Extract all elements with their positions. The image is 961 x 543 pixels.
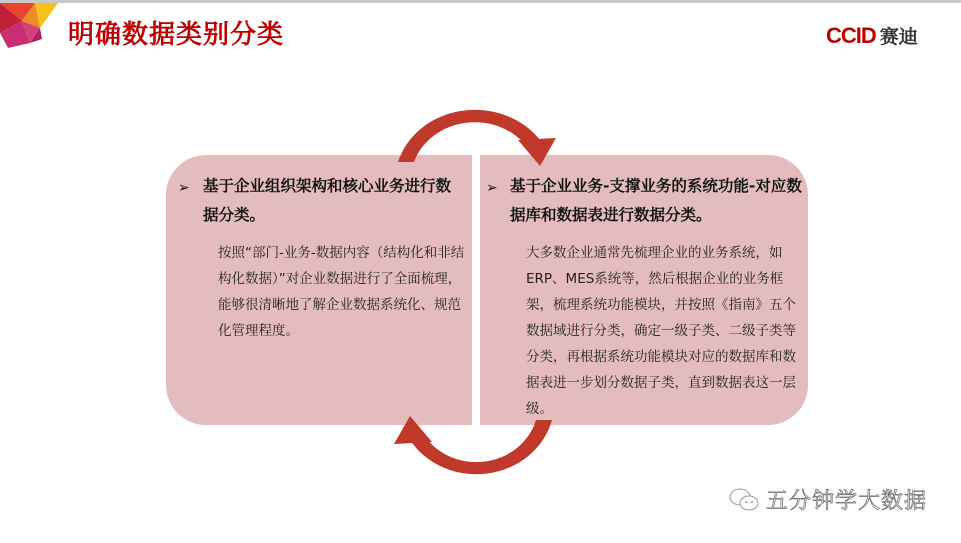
brand-logo-cn: 赛迪 xyxy=(879,26,918,48)
watermark-text: 五分钟学大数据 xyxy=(766,489,928,514)
left-panel-body: 按照“部门-业务-数据内容（结构化和非结构化数据）”对企业数据进行了全面梳理，能够很清晰地了解企业数据系统化、规范化管理程度。 xyxy=(218,245,465,339)
bullet-arrow-icon: ➢ xyxy=(178,180,190,196)
bottom-arrow-icon xyxy=(394,416,552,474)
brand-logo-en: CCID xyxy=(826,22,876,48)
watermark xyxy=(728,484,927,515)
page-title: 明确数据类别分类 xyxy=(68,20,285,50)
wechat-icon xyxy=(728,487,760,513)
bullet-arrow-icon: ➢ xyxy=(486,180,498,196)
right-panel-body: 大多数企业通常先梳理企业的业务系统，如ERP、MES系统等，然后根据企业的业务框架，梳理系统功能模块，并按照《指南》五个数据域进行分类，确定一级子类、二级子类等分类，再根据系统功能模块对应的数据库和数据表进一步划分数据子类，直到数据表这一层级。 xyxy=(526,245,796,417)
right-panel-heading: 基于企业业务-支撑业务的系统功能-对应数据库和数据表进行数据分类。 xyxy=(510,177,802,224)
left-panel-heading: 基于企业组织架构和核心业务进行数据分类。 xyxy=(203,177,452,224)
top-arrow-icon xyxy=(398,110,556,166)
